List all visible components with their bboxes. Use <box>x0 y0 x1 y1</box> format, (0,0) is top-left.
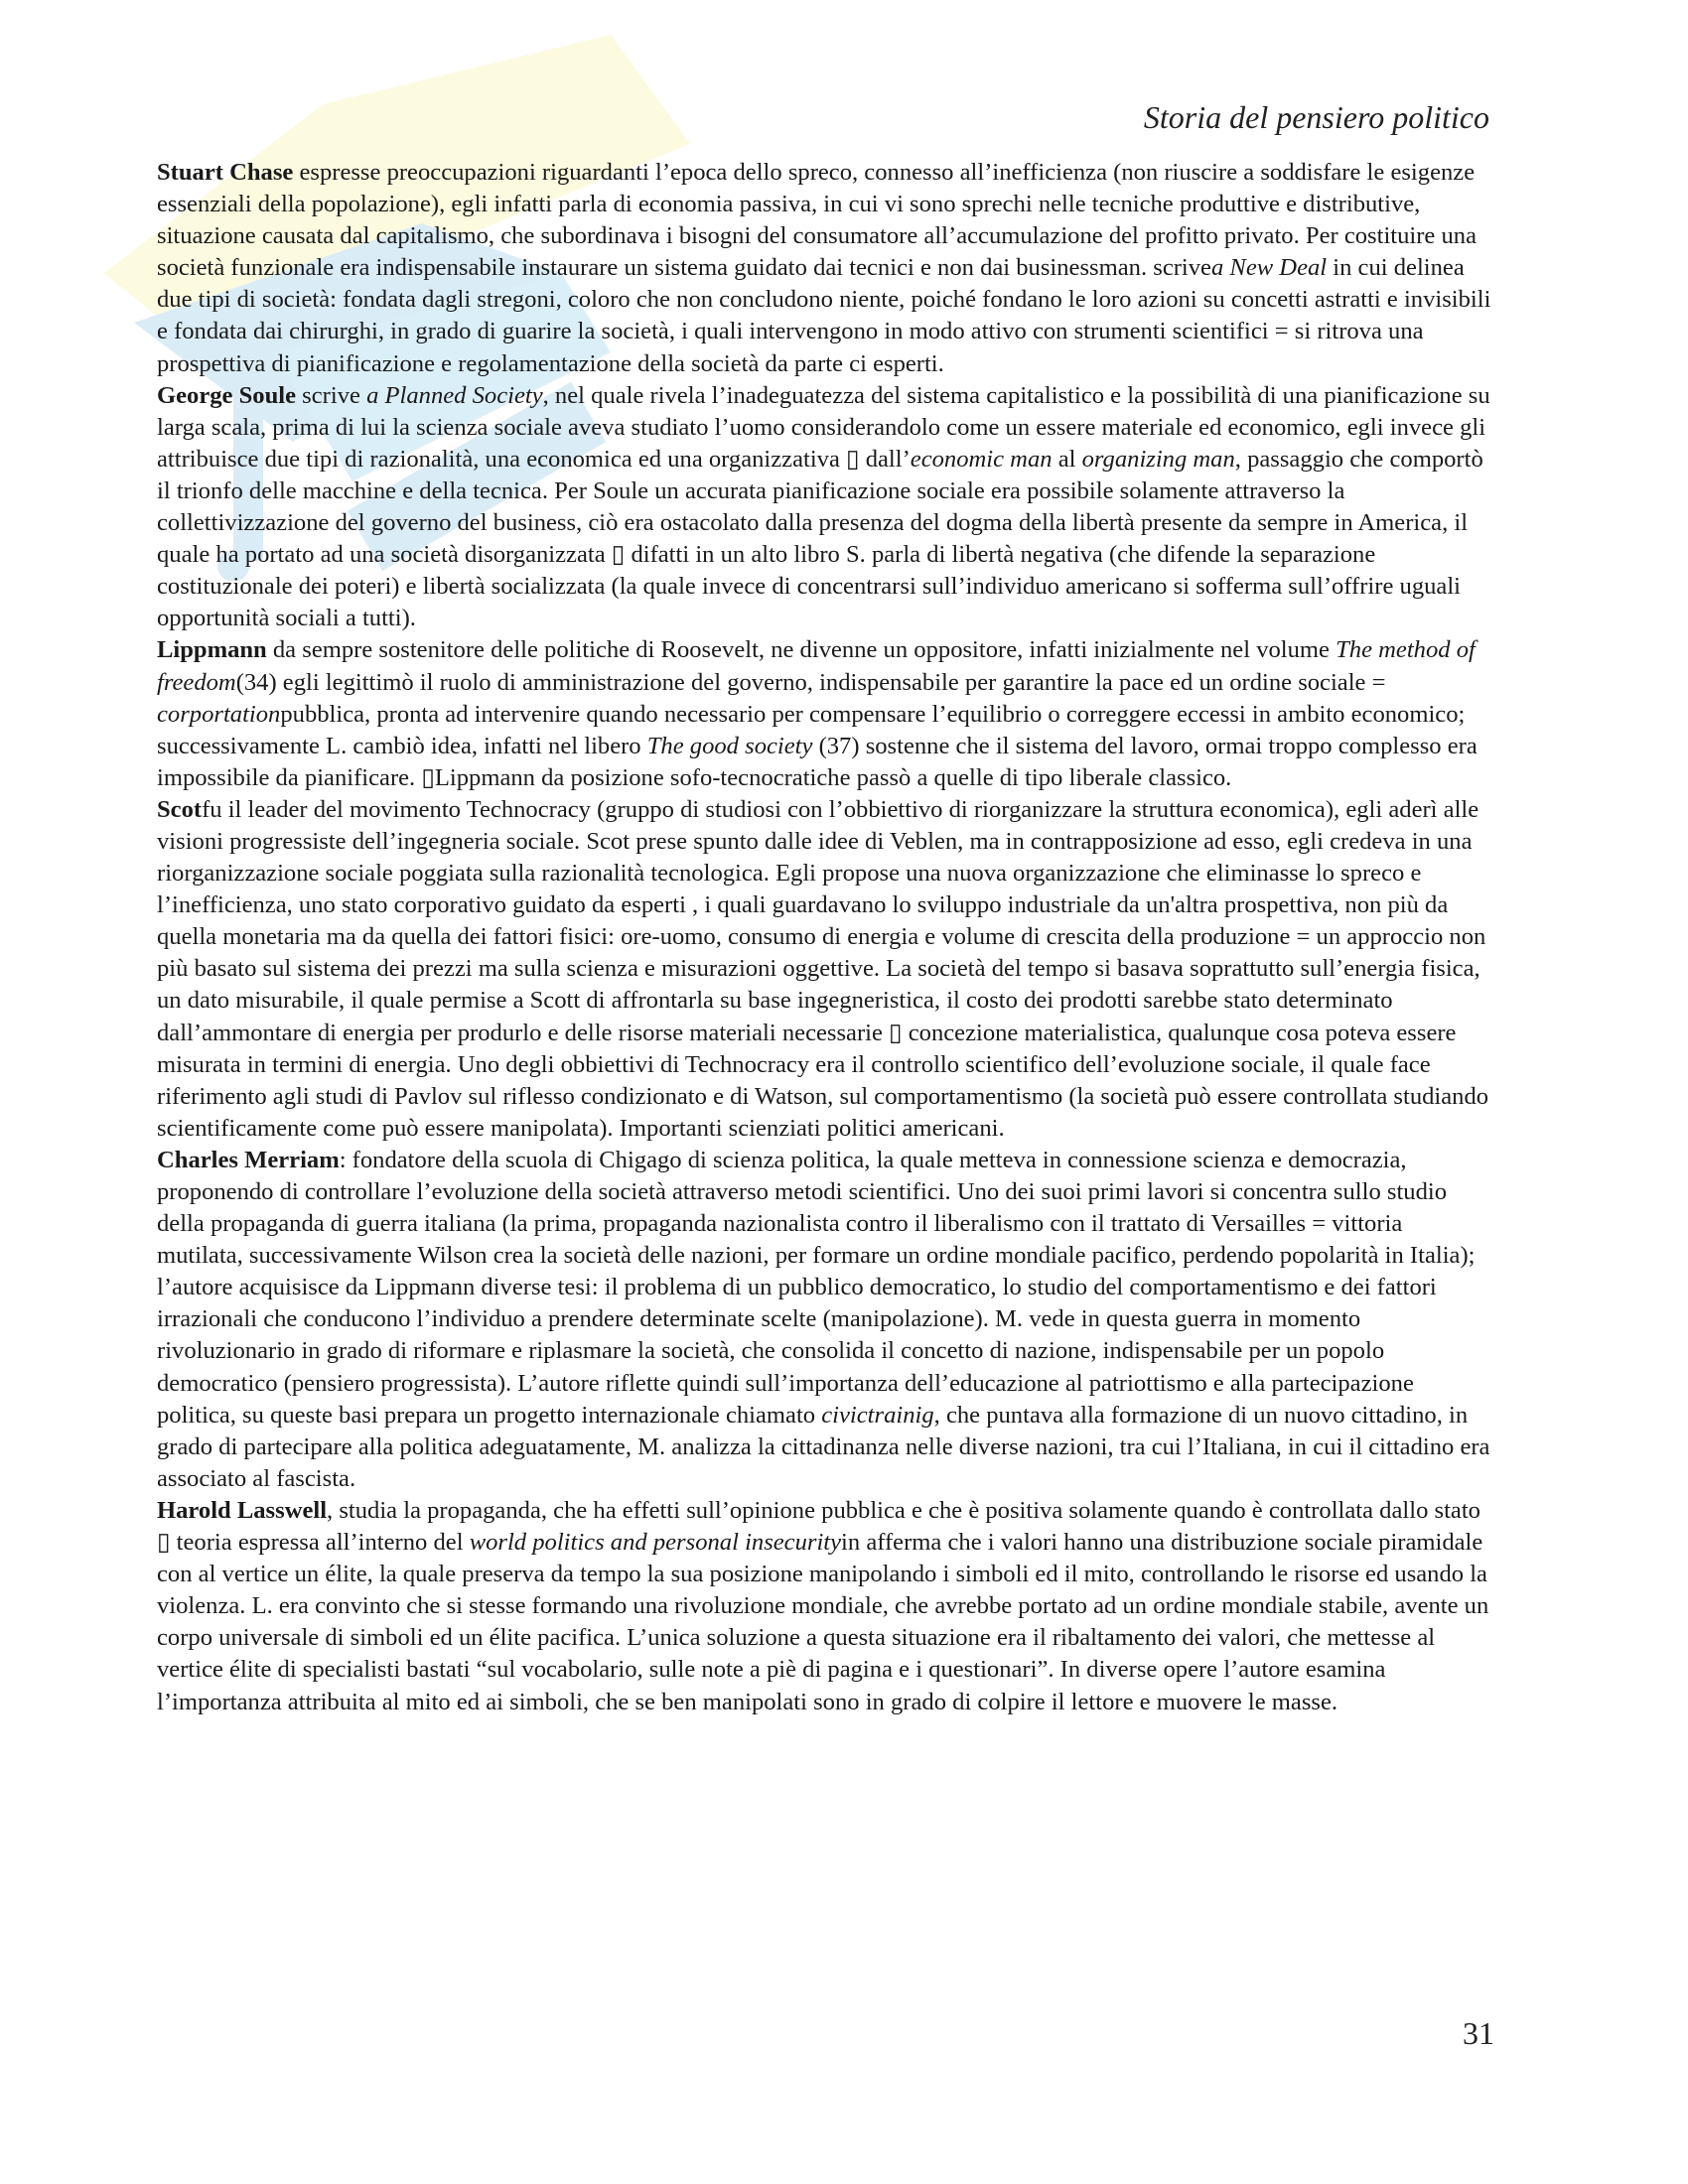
body-text: scrive <box>296 381 367 409</box>
running-header: Storia del pensiero politico <box>1143 99 1489 135</box>
body-text: in cui delinea due tipi di società: fondata dagli stregoni, coloro che non concludono niente, poiché fondano le loro azioni su concetti astratti e invisibili e fondata dai chirurghi, in grado di guarire la società, i quali intervengono in modo attivo con strumenti scientifici = si ritrova una prospettiva di pianificazione e regolamentazione della società da parte ci esperti. <box>157 254 1491 377</box>
body-text: , nel quale rivela l’inadeguatezza del sistema capitalistico e la possibilità di una pianificazione su larga scala, prima di lui la scienza sociale aveva studiato l’uomo considerandolo come un essere materiale ed economico, egli invece gli attribuisce due tipi di razionalità, una economica ed una organizzativa ▯ dall’ <box>157 381 1490 473</box>
work-title: a Planned Society <box>366 381 543 409</box>
body-text: (34) egli legittimò il ruolo di amministrazione del governo, indispensabile per garantire la pace ed un ordine sociale = <box>235 668 1386 696</box>
body-text: fu il leader del movimento Technocracy (gruppo di studiosi con l’obbiettivo di riorganizzare la struttura economica), egli aderì alle visioni progressiste dell’ingegneria sociale. Scot prese spunto dalle idee di Veblen, ma in contrapposizione ad esso, egli credeva in una riorganizzazione sociale poggiata sulla razionalità tecnologica. Egli propose una nuova organizzazione che eliminasse lo spreco e l’inefficienza, uno stato corporativo guidato da esperti , i quali guardavano lo sviluppo industriale da un'altra prospettiva, non più da quella monetaria ma da quella dei fattori fisici: ore-uomo, consumo di energia e volume di crescita della produzione = un approccio non più basato sul sistema dei prezzi ma sulla scienza e misurazioni oggettive. La società del tempo si basava soprattutto sull’energia fisica, un dato misurabile, il quale permise a Scott di affrontarla su base ingegneristica, il costo dei prodotti sarebbe stato determinato dall’ammontare di energia per produrlo e delle risorse materiali necessarie ▯ concezione materialistica, qualunque cosa poteva essere misurata in termini di energia. Uno degli obbiettivi di Technocracy era il controllo scientifico dell’evoluzione sociale, il quale face riferimento agli studi di Pavlov sul riflesso condizionato e di Watson, sul comportamentismo (la società può essere controllata studiando scientificamente come può essere manipolata). Importanti scienziati politici americani. <box>157 795 1489 1142</box>
work-title: economic man <box>910 445 1053 473</box>
body-text: pubblica, pronta ad intervenire quando necessario per compensare l’equilibrio o correggere eccessi in ambito economico; successivamente L. cambiò idea, infatti nel libero <box>157 700 1466 759</box>
author-name: Stuart Chase <box>157 159 294 186</box>
paragraph-scot <box>157 794 1492 1145</box>
author-name: Harold Lasswell <box>157 1496 328 1524</box>
body-text: (37) sostenne che il sistema del lavoro, ormai troppo complesso era impossibile da pianificare. ▯Lippmann da posizione sofo-tecnocratiche passò a quelle di tipo liberale classico. <box>157 732 1477 791</box>
body-text: in afferma che i valori hanno una distribuzione sociale piramidale con al vertice un élite, la quale preserva da tempo la sua posizione manipolando i simboli ed il mito, controllando le risorse ed usando la violenza. L. era convinto che si stesse formando una rivoluzione mondiale, che avrebbe portato ad un ordine mondiale stabile, avente un corpo universale di simboli ed un élite pacifica. L’unica soluzione a questa situazione era il ribaltamento dei valori, che mettesse al vertice élite di specialisti bastati “sul vocabolario, sulle note a piè di pagina e i questionari”. In diverse opere l’autore esamina l’importanza attribuita al mito ed ai simboli, che se ben manipolati sono in grado di colpire il lettore e muovere le masse. <box>157 1529 1489 1715</box>
author-name: Charles Merriam <box>157 1146 340 1173</box>
page-number: 31 <box>1463 2015 1494 2051</box>
body-text: , studia la propaganda, che ha effetti sull’opinione pubblica e che è positiva solamente quando è controllata dallo stato ▯ teoria espressa all’interno del <box>157 1496 1480 1557</box>
paragraph-merriam <box>157 1145 1492 1495</box>
author-name: Lippmann <box>157 636 267 664</box>
work-title: world politics and personal insecurity <box>469 1529 842 1557</box>
paragraph-chase <box>157 157 1492 380</box>
paragraph-lasswell <box>157 1495 1492 1718</box>
work-title: organizing man <box>1081 445 1235 473</box>
work-title: The method of freedom <box>157 636 1476 696</box>
body-text: : fondatore della scuola di Chigago di scienza politica, la quale metteva in connessione scienza e democrazia, proponendo di controllare l’evoluzione della società attraverso metodi scientifici. Uno dei suoi primi lavori si concentra sullo studio della propaganda di guerra italiana (la prima, propaganda nazionalista contro il liberalismo con il trattato di Versailles = vittoria mutilata, successivamente Wilson crea la società delle nazioni, per formare un ordine mondiale pacifico, perdendo popolarità in Italia); l’autore acquisisce da Lippmann diverse tesi: il problema di un pubblico democratico, lo studio del comportamentismo e dei fattori irrazionali che conducono l’individuo a prendere determinate scelte (manipolazione). M. vede in questa guerra in momento rivoluzionario in grado di riformare e riplasmare la società, che consolida il concetto di nazione, indispensabile per un popolo democratico (pensiero progressista). L’autore riflette quindi sull’importanza dell’educazione al patriottismo e alla partecipazione politica, su queste basi prepara un progetto internazionale chiamato <box>157 1146 1476 1429</box>
body-text: , che puntava alla formazione di un nuovo cittadino, in grado di partecipare alla politica adeguatamente, M. analizza la cittadinanza nelle diverse nazioni, tra cui l’Italiana, in cui il cittadino era associato al fascista. <box>157 1401 1490 1492</box>
body-text: espresse preoccupazioni riguardanti l’epoca dello spreco, connesso all’inefficienza (non riuscire a soddisfare le esigenze essenziali della popolazione), egli infatti parla di economia passiva, in cui vi sono sprechi nelle tecniche produttive e distributive, situazione causata dal capitalismo, che subordinava i bisogni del consumatore all’accumulazione del profitto privato. Per costituire una società funzionale era indispensabile instaurare un sistema guidato dai tecnici e non dai businessman. scrive <box>157 159 1477 282</box>
author-name: Scot <box>157 795 203 823</box>
work-title: The good society <box>646 732 813 759</box>
body-text: da sempre sostenitore delle politiche di Roosevelt, ne divenne un oppositore, infatti inizialmente nel volume <box>266 636 1336 664</box>
work-title: civictrainig <box>821 1401 934 1429</box>
author-name: George Soule <box>157 381 297 409</box>
paragraph-soule <box>157 380 1492 635</box>
work-title: a New Deal <box>1210 254 1328 282</box>
work-title: corportation <box>157 700 281 728</box>
paragraph-lippmann <box>157 634 1492 793</box>
page-body <box>157 157 1492 1718</box>
body-text: al <box>1052 445 1082 473</box>
body-text: , passaggio che comportò il trionfo delle macchine e della tecnica. Per Soule un accurata pianificazione sociale era possibile solamente attraverso la collettivizzazione del governo del business, ciò era ostacolato dalla presenza del dogma della libertà presente da sempre in America, il quale ha portato ad una società disorganizzata ▯ difatti in un alto libro S. parla di libertà negativa (che difende la separazione costituzionale dei poteri) e libertà socializzata (la quale invece di concentrarsi sull’individuo americano si sofferma sull’offrire uguali opportunità sociali a tutti). <box>157 445 1483 632</box>
